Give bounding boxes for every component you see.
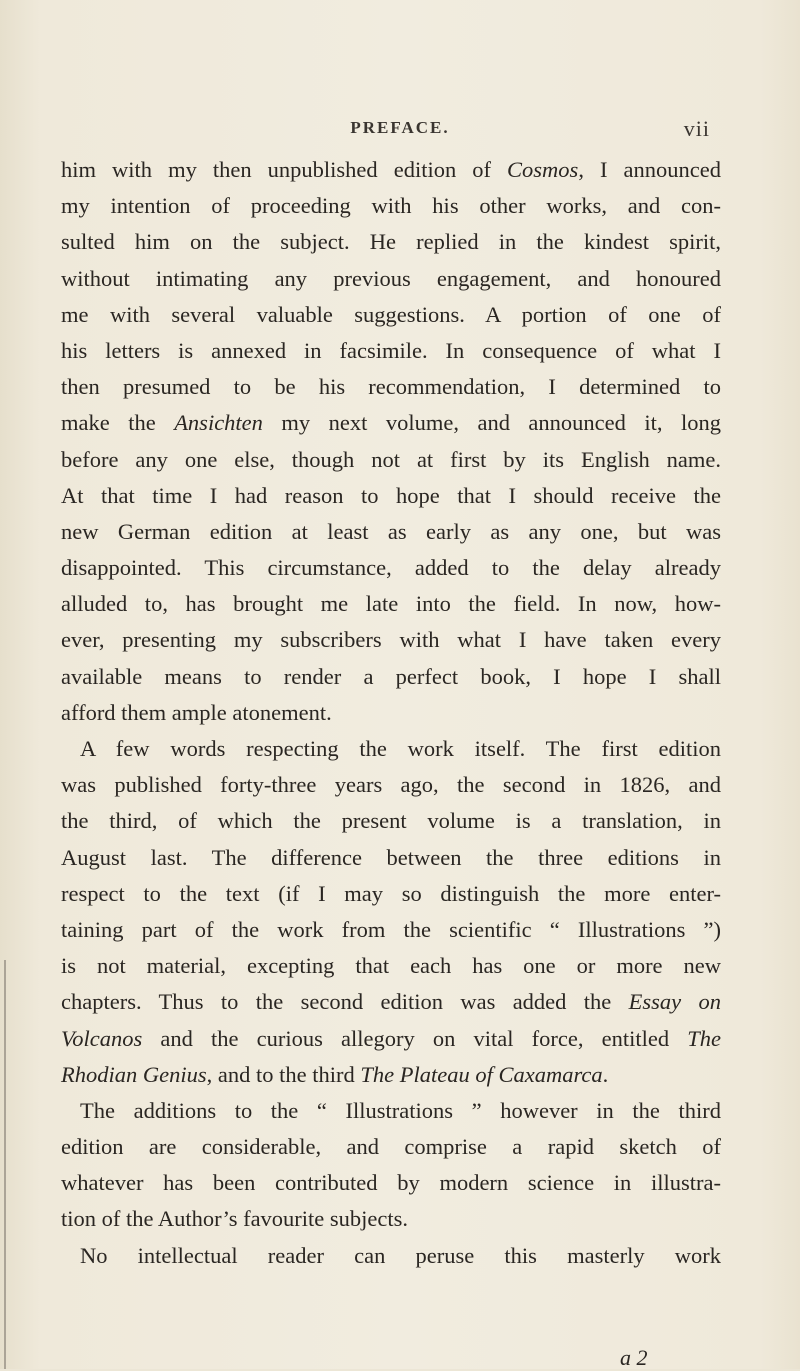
text-line [61,478,721,514]
text-line [61,514,721,550]
text-run: , I announced [578,157,721,182]
text-run: new German edition at least as early as any one, but was [61,518,721,544]
text-line [61,984,721,1020]
running-title: PREFACE. [350,118,450,137]
text-run: is not material, excepting that each has one or more new [61,953,721,979]
text-run: tion of the Author’s favourite subjects. [61,1206,409,1232]
signature-mark: a 2 [620,1345,648,1370]
text-run: him with my then unpublished edition of [61,157,508,182]
text-line [61,1129,721,1165]
italic-title: The Plateau of Caxamarca [360,1061,603,1087]
text-line [61,1057,721,1093]
text-line [61,1201,721,1237]
page-edge-line [4,960,6,1369]
text-line [61,152,721,188]
text-line [61,1093,721,1129]
text-run: my next volume, and announced it, long [262,410,721,436]
running-head [0,118,800,142]
text-line [61,912,721,948]
text-run: the third, of which the present volume is a translation, in [61,808,721,834]
text-line [61,405,721,441]
text-line [61,876,721,912]
text-run: taining part of the work from the scientific “ Illustrations ”) [61,916,721,942]
text-line [61,840,721,876]
text-run: then presumed to be his recommendation, I determined to [61,374,721,400]
text-run: chapters. Thus to the second edition was added the [61,989,629,1015]
italic-title: Volcanos [61,1025,143,1051]
text-line [61,369,721,405]
text-line [61,442,721,478]
text-run: August last. The difference between the three editions in [61,844,721,870]
italic-title: Essay on [628,989,721,1015]
italic-title: Cosmos [507,157,579,182]
text-run: before any one else, though not at first by its English name. [61,446,721,472]
text-line [61,586,721,622]
text-run: without intimating any previous engagement, and honoured [61,265,721,291]
italic-title: Rhodian Genius [61,1061,207,1087]
text-run: , and to the third [206,1061,361,1087]
text-run: afford them ample atonement. [61,699,332,725]
italic-title: The [687,1025,721,1051]
text-run: At that time I had reason to hope that I should receive the [61,482,721,508]
text-line [61,261,721,297]
text-line [61,695,721,731]
text-run: me with several valuable suggestions. A portion of one of [61,301,721,327]
text-run: alluded to, has brought me late into the field. In now, how- [61,591,721,617]
text-run: edition are considerable, and comprise a rapid sketch of [61,1134,721,1160]
text-run: respect to the text (if I may so distinguish the more enter- [61,880,721,906]
text-line [61,297,721,333]
text-run: The additions to the “ Illustrations ” however in the third [80,1097,721,1123]
text-line [61,224,721,260]
text-run: sulted him on the subject. He replied in the kindest spirit, [61,229,721,255]
text-run: disappointed. This circumstance, added to the delay already [61,555,721,581]
text-run: . [602,1061,609,1087]
text-run: was published forty-three years ago, the second in 1826, and [61,772,721,798]
text-run: and the curious allegory on vital force, entitled [142,1025,688,1051]
text-run: my intention of proceeding with his other works, and con- [61,193,721,219]
text-run: his letters is annexed in facsimile. In consequence of what I [61,337,721,363]
text-line [61,1021,721,1057]
text-run: available means to render a perfect book, I hope I shall [61,663,721,689]
text-line [61,622,721,658]
text-line [61,767,721,803]
text-run: A few words respecting the work itself. The first edition [80,736,721,761]
text-line [61,188,721,224]
text-run: make the [61,410,175,436]
text-line [61,659,721,695]
text-line [61,333,721,369]
text-run: ever, presenting my subscribers with what I have taken every [61,627,721,653]
page-number: vii [683,116,710,141]
text-line [61,731,721,767]
text-run: whatever has been contributed by modern science in illustra- [61,1170,721,1196]
body-text [61,152,721,1274]
text-run: No intellectual reader can peruse this masterly work [80,1242,721,1268]
text-line [61,803,721,839]
text-line [61,1165,721,1201]
text-line [61,550,721,586]
italic-title: Ansichten [174,410,263,436]
text-line [61,1238,721,1274]
text-line [61,948,721,984]
